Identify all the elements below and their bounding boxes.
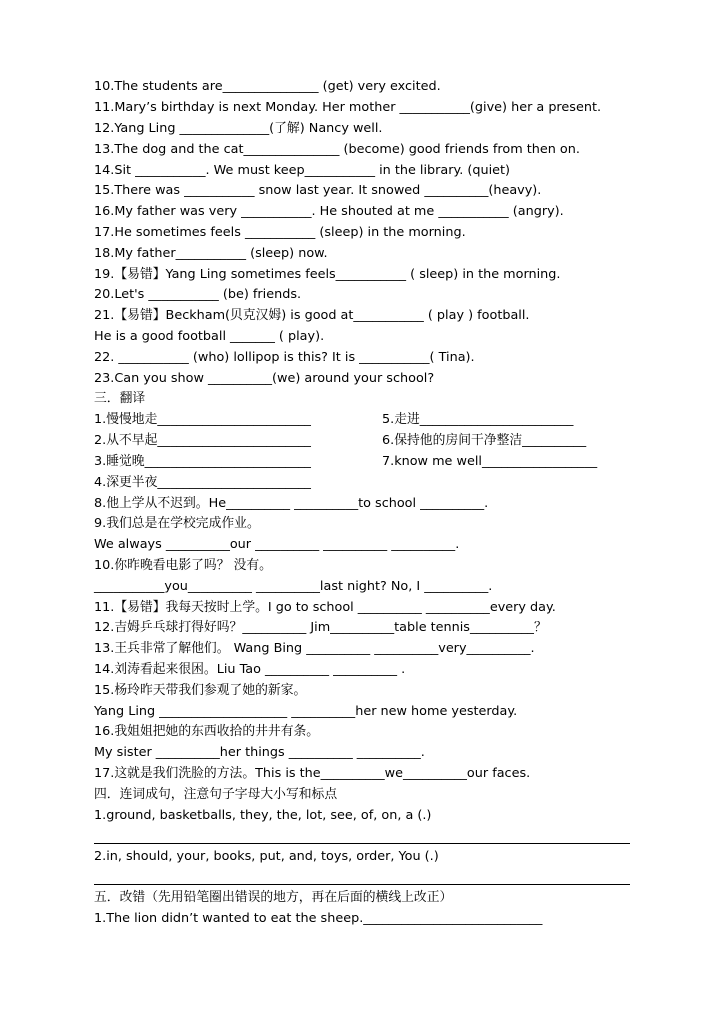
translate-item-7: 7.know me well__________________: [382, 454, 598, 469]
exercise-line-15: 15.There was ___________ snow last year. It snowed __________(heavy).: [94, 183, 542, 198]
answer-rule-1: [94, 843, 630, 844]
reorder-item-2: 2.in, should, your, books, put, and, toys, order, You (.): [94, 849, 439, 864]
exercise-line-10: 10.The students are_______________ (get) very excited.: [94, 79, 441, 94]
translate-item-15-answer: Yang Ling ____________________ __________her new home yesterday.: [94, 704, 518, 719]
translate-item-12: 12.吉姆乒乓球打得好吗？__________ Jim__________table tennis__________？: [94, 620, 547, 635]
exercise-line-22: 22. ___________ (who) lollipop is this? It is ___________( Tina).: [94, 350, 475, 365]
translate-item-10: 10.你昨晚看电影了吗？ 没有。: [94, 558, 272, 573]
section-heading-4: 四．连词成句，注意句子字母大小写和标点: [94, 787, 338, 802]
translate-item-16: 16.我姐姐把她的东西收拾的井井有条。: [94, 724, 320, 739]
translate-item-14: 14.刘涛看起来很困。Liu Tao __________ __________ .: [94, 662, 406, 677]
exercise-line-12: 12.Yang Ling ______________(了解) Nancy well.: [94, 121, 383, 136]
translate-item-1: 1.慢慢地走________________________: [94, 412, 311, 427]
exercise-line-20: 20.Let's ___________ (be) friends.: [94, 287, 302, 302]
translate-item-11: 11.【易错】我每天按时上学。I go to school __________ __________every day.: [94, 600, 556, 615]
translate-item-3: 3.睡觉晚__________________________: [94, 454, 311, 469]
translate-item-13: 13.王兵非常了解他们。 Wang Bing __________ __________very__________.: [94, 641, 535, 656]
translate-item-2: 2.从不早起________________________: [94, 433, 311, 448]
exercise-line-13: 13.The dog and the cat_______________ (become) good friends from then on.: [94, 142, 580, 157]
exercise-line-23: 23.Can you show __________(we) around your school?: [94, 371, 435, 386]
translate-item-4: 4.深更半夜________________________: [94, 475, 311, 490]
translate-item-16-answer: My sister __________her things __________ __________.: [94, 745, 425, 760]
exercise-line-21b: He is a good football _______ ( play).: [94, 329, 325, 344]
translate-item-15: 15.杨玲昨天带我们参观了她的新家。: [94, 683, 307, 698]
answer-rule-2: [94, 884, 630, 885]
translate-item-6: 6.保持他的房间干净整洁__________: [382, 433, 587, 448]
exercise-line-11: 11.Mary’s birthday is next Monday. Her mother ___________(give) her a present.: [94, 100, 602, 115]
exercise-line-21: 21.【易错】Beckham(贝克汉姆) is good at___________ ( play ) football.: [94, 308, 530, 323]
exercise-line-19: 19.【易错】Yang Ling sometimes feels___________ ( sleep) in the morning.: [94, 267, 561, 282]
correction-item-1: 1.The lion didn’t wanted to eat the sheep.____________________________: [94, 911, 543, 926]
translate-item-8: 8.他上学从不迟到。He__________ __________to school __________.: [94, 496, 489, 511]
exercise-line-16: 16.My father was very ___________. He shouted at me ___________ (angry).: [94, 204, 564, 219]
reorder-item-1: 1.ground, basketballs, they, the, lot, see, of, on, a (.): [94, 808, 432, 823]
exercise-line-14: 14.Sit ___________. We must keep___________ in the library. (quiet): [94, 163, 511, 178]
translate-item-9: 9.我们总是在学校完成作业。: [94, 516, 260, 531]
section-heading-5: 五．改错（先用铅笔圈出错误的地方，再在后面的横线上改正）: [94, 890, 453, 905]
translate-item-9-answer: We always __________our __________ __________ __________.: [94, 537, 460, 552]
exercise-line-18: 18.My father___________ (sleep) now.: [94, 246, 328, 261]
translate-item-10-answer: ___________you__________ __________last night? No, I __________.: [94, 579, 493, 594]
translate-item-17: 17.这就是我们洗脸的方法。This is the__________we__________our faces.: [94, 766, 531, 781]
exercise-line-17: 17.He sometimes feels ___________ (sleep) in the morning.: [94, 225, 466, 240]
section-heading-3: 三．翻译: [94, 391, 146, 406]
translate-item-5: 5.走进________________________: [382, 412, 574, 427]
